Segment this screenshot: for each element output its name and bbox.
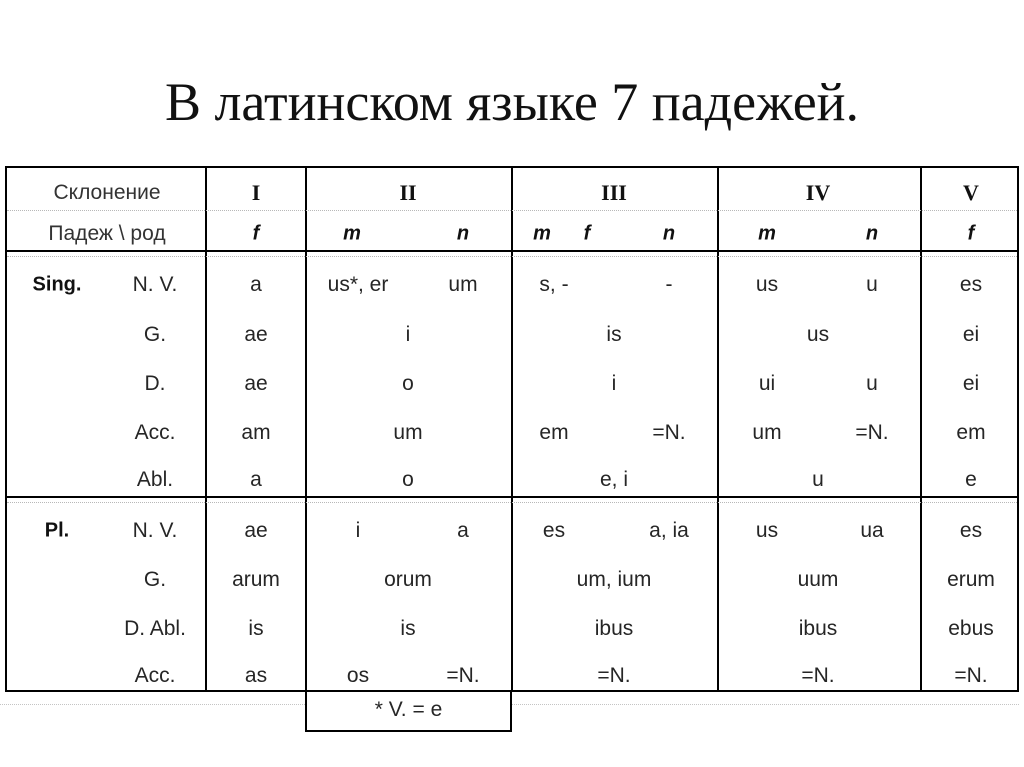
ending-cell: ae: [244, 372, 268, 395]
ending-cell: -: [665, 273, 673, 296]
column-divider: [717, 168, 719, 690]
declension-IV-header: IV: [805, 180, 831, 205]
column-divider: [305, 168, 307, 690]
ending-cell: o: [402, 372, 414, 395]
declension-I-header: I: [251, 180, 261, 205]
ending-cell: us*, er: [327, 273, 389, 296]
dotted-rule: [7, 256, 1017, 257]
case-label: G.: [143, 568, 167, 591]
ending-cell: a: [457, 519, 469, 542]
ending-cell: o: [402, 468, 414, 491]
page-title: В латинском языке 7 падежей.: [164, 72, 860, 132]
ending-cell: erum: [947, 568, 995, 591]
number-divider: [7, 496, 1017, 498]
ending-cell: um: [448, 273, 478, 296]
declension-table: [5, 166, 1019, 692]
ending-cell: a: [250, 468, 262, 491]
ending-cell: =N.: [801, 664, 835, 687]
ending-cell: a, ia: [649, 519, 689, 542]
header-declension-label: Склонение: [53, 181, 161, 204]
gender-label: m: [758, 222, 776, 245]
ending-cell: s, -: [539, 273, 569, 296]
gender-label: n: [456, 222, 470, 245]
gender-label: m: [533, 222, 551, 245]
ending-cell: ebus: [948, 617, 994, 640]
dotted-rule: [7, 210, 1017, 211]
ending-cell: us: [755, 273, 779, 296]
ending-cell: as: [244, 664, 268, 687]
ending-cell: u: [866, 273, 878, 296]
ending-cell: em: [539, 421, 569, 444]
case-label: D.: [144, 372, 166, 395]
gender-label: m: [343, 222, 361, 245]
ending-cell: ui: [758, 372, 776, 395]
ending-cell: us: [806, 323, 830, 346]
dotted-rule: [0, 704, 305, 705]
ending-cell: es: [959, 519, 983, 542]
ending-cell: a: [250, 273, 262, 296]
case-label: D. Abl.: [124, 617, 186, 640]
column-divider: [511, 168, 513, 690]
gender-label: f: [583, 222, 591, 245]
ending-cell: ae: [244, 519, 268, 542]
ending-cell: us: [755, 519, 779, 542]
declension-V-header: V: [963, 180, 979, 205]
ending-cell: =N.: [954, 664, 988, 687]
plural-label: Pl.: [44, 519, 70, 542]
declension-II-header: II: [399, 180, 417, 205]
declension-III-header: III: [601, 180, 627, 205]
ending-cell: ua: [860, 519, 884, 542]
ending-cell: e: [965, 468, 977, 491]
ending-cell: ibus: [798, 617, 838, 640]
ending-cell: is: [606, 323, 622, 346]
ending-cell: es: [542, 519, 566, 542]
gender-label: f: [967, 222, 975, 245]
case-label: N. V.: [132, 519, 178, 542]
gender-label: f: [252, 222, 260, 245]
ending-cell: em: [956, 421, 986, 444]
ending-cell: is: [248, 617, 264, 640]
ending-cell: um, ium: [576, 568, 652, 591]
case-label: G.: [143, 323, 167, 346]
ending-cell: i: [405, 323, 411, 346]
dotted-rule: [512, 704, 1019, 705]
column-divider: [920, 168, 922, 690]
ending-cell: ei: [962, 323, 980, 346]
ending-cell: um: [752, 421, 782, 444]
ending-cell: u: [866, 372, 878, 395]
ending-cell: u: [812, 468, 824, 491]
case-label: N. V.: [132, 273, 178, 296]
ending-cell: orum: [384, 568, 432, 591]
ending-cell: es: [959, 273, 983, 296]
ending-cell: ae: [244, 323, 268, 346]
header-divider: [7, 250, 1017, 252]
case-label: Acc.: [134, 421, 176, 444]
ending-cell: ei: [962, 372, 980, 395]
ending-cell: =N.: [597, 664, 631, 687]
ending-cell: is: [400, 617, 416, 640]
ending-cell: uum: [797, 568, 839, 591]
dotted-rule: [7, 502, 1017, 503]
ending-cell: i: [611, 372, 617, 395]
ending-cell: i: [355, 519, 361, 542]
case-label: Acc.: [134, 664, 176, 687]
footnote-box: [305, 690, 512, 732]
singular-label: Sing.: [32, 273, 82, 296]
column-divider: [205, 168, 207, 690]
ending-cell: e, i: [599, 468, 629, 491]
ending-cell: am: [241, 421, 271, 444]
ending-cell: =N.: [855, 421, 889, 444]
case-label: Abl.: [136, 468, 174, 491]
ending-cell: arum: [232, 568, 280, 591]
ending-cell: um: [393, 421, 423, 444]
ending-cell: =N.: [652, 421, 686, 444]
gender-label: n: [865, 222, 879, 245]
ending-cell: =N.: [446, 664, 480, 687]
header-case-gender-label: Падеж \ род: [48, 222, 166, 245]
ending-cell: os: [346, 664, 370, 687]
gender-label: n: [662, 222, 676, 245]
footnote-text: * V. = e: [374, 698, 443, 721]
ending-cell: ibus: [594, 617, 634, 640]
